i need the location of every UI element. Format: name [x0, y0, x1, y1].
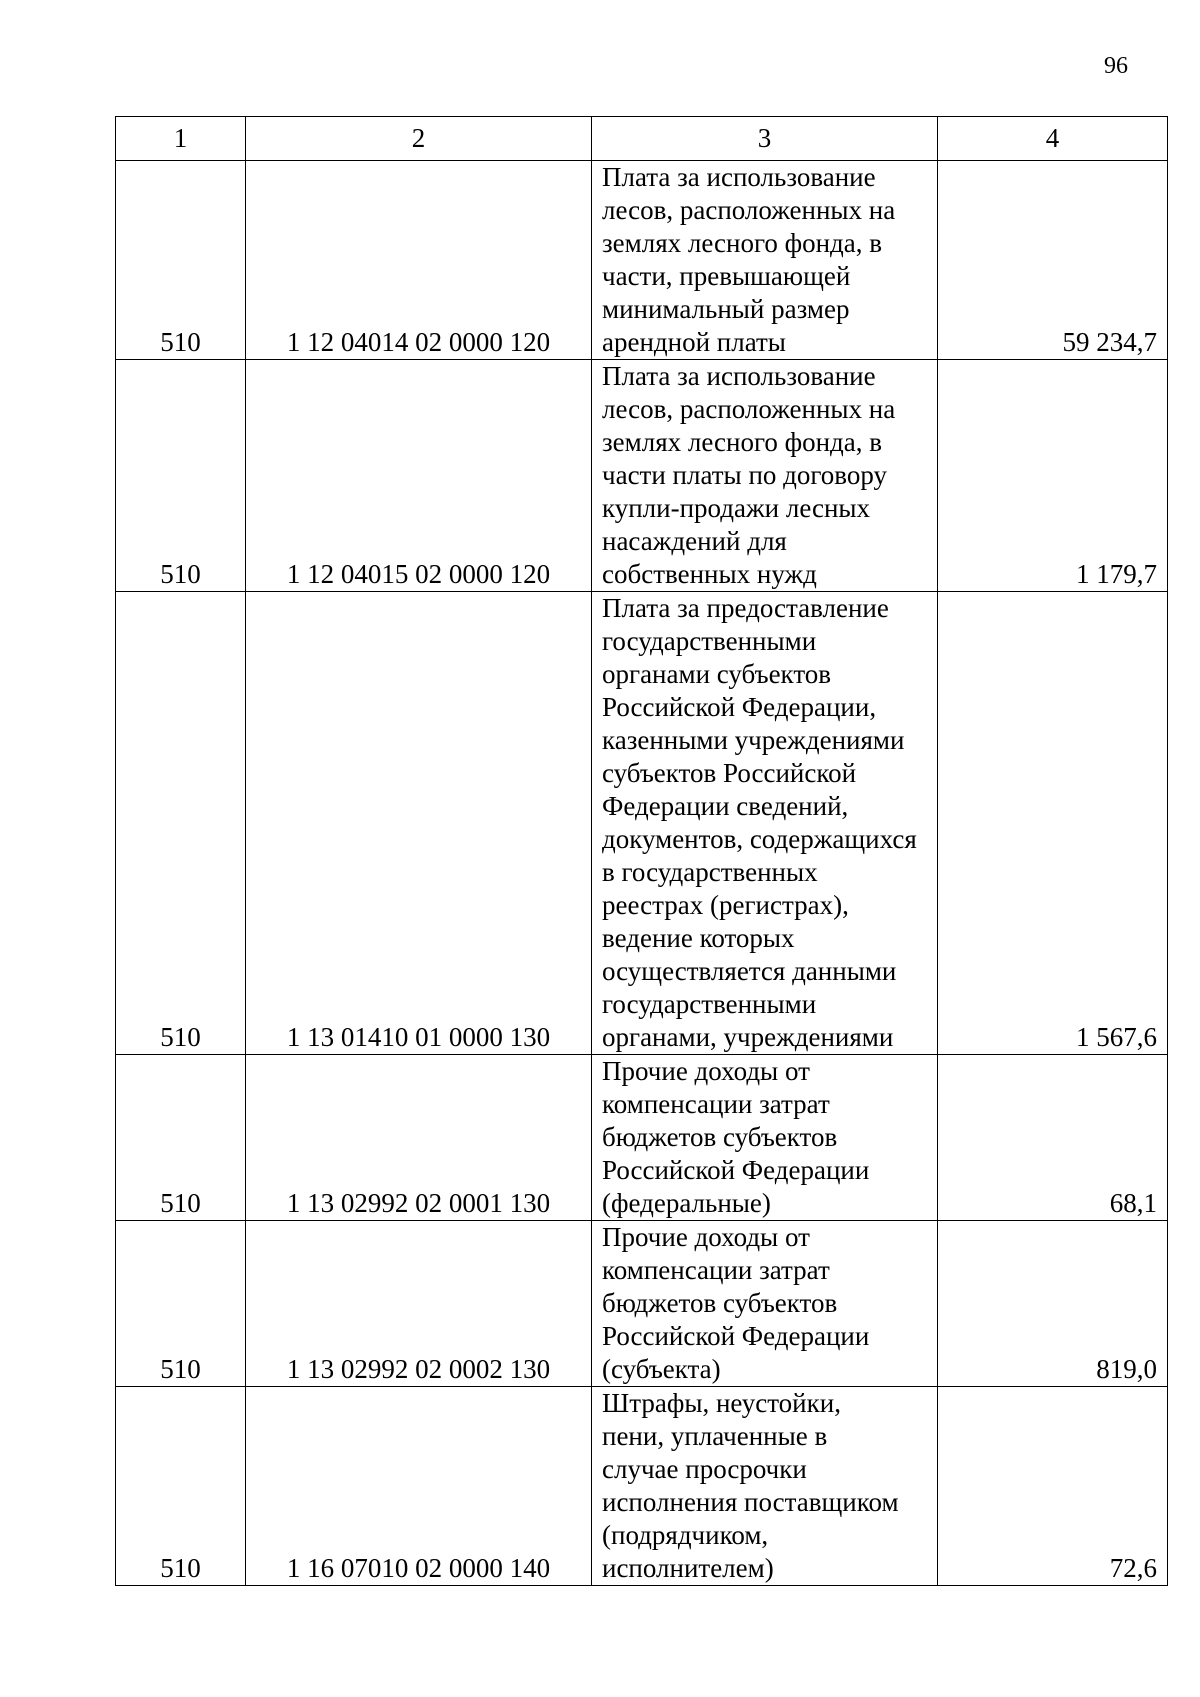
description-line: пени, уплаченные в	[602, 1421, 828, 1451]
description-line: (подрядчиком,	[602, 1520, 769, 1550]
description-line: (федеральные)	[602, 1188, 771, 1218]
description-line: (субъекта)	[602, 1354, 721, 1384]
revenue-description-cell	[592, 592, 938, 1055]
amount-cell: 68,1	[938, 1055, 1168, 1221]
table-row	[116, 360, 1168, 592]
revenue-table	[115, 116, 1168, 1586]
description-line: Федерации сведений,	[602, 791, 849, 821]
description-line: бюджетов субъектов	[602, 1288, 838, 1318]
column-header-2: 2	[246, 117, 592, 161]
budget-classification-code-cell: 1 12 04015 02 0000 120	[246, 360, 592, 592]
description-line: компенсации затрат	[602, 1089, 830, 1119]
admin-code-cell: 510	[116, 1221, 246, 1387]
description-line: Прочие доходы от	[602, 1222, 810, 1252]
budget-classification-code-cell: 1 12 04014 02 0000 120	[246, 161, 592, 360]
description-line: лесов, расположенных на	[602, 195, 896, 225]
amount-cell: 1 567,6	[938, 592, 1168, 1055]
budget-classification-code-cell: 1 13 02992 02 0001 130	[246, 1055, 592, 1221]
description-line: Российской Федерации,	[602, 692, 877, 722]
admin-code-cell: 510	[116, 360, 246, 592]
description-line: насаждений для	[602, 526, 787, 556]
budget-classification-code-cell: 1 13 01410 01 0000 130	[246, 592, 592, 1055]
table-row	[116, 592, 1168, 1055]
description-line: Штрафы, неустойки,	[602, 1388, 841, 1418]
revenue-description-cell	[592, 1055, 938, 1221]
description-line: казенными учреждениями	[602, 725, 905, 755]
description-line: ведение которых	[602, 923, 795, 953]
description-line: в государственных	[602, 857, 818, 887]
amount-cell: 819,0	[938, 1221, 1168, 1387]
description-line: Плата за использование	[602, 361, 876, 391]
description-line: Прочие доходы от	[602, 1056, 810, 1086]
description-line: минимальный размер	[602, 294, 850, 324]
revenue-description-cell	[592, 1221, 938, 1387]
admin-code-cell: 510	[116, 592, 246, 1055]
amount-cell: 1 179,7	[938, 360, 1168, 592]
description-line: части, превышающей	[602, 261, 851, 291]
description-line: собственных нужд	[602, 559, 817, 589]
table-row	[116, 1055, 1168, 1221]
description-line: органами, учреждениями	[602, 1022, 894, 1052]
description-line: государственными	[602, 626, 817, 656]
description-line: части платы по договору	[602, 460, 887, 490]
amount-cell: 59 234,7	[938, 161, 1168, 360]
description-line: исполнителем)	[602, 1553, 774, 1583]
table-row	[116, 1387, 1168, 1586]
description-line: Плата за использование	[602, 162, 876, 192]
table-row	[116, 161, 1168, 360]
page-number: 96	[1104, 53, 1128, 79]
admin-code-cell: 510	[116, 161, 246, 360]
description-line: субъектов Российской	[602, 758, 857, 788]
description-line: Российской Федерации	[602, 1321, 870, 1351]
description-line: арендной платы	[602, 327, 786, 357]
table-header-row	[116, 117, 1168, 161]
admin-code-cell: 510	[116, 1387, 246, 1586]
description-line: органами субъектов	[602, 659, 832, 689]
table-body	[116, 161, 1168, 1586]
description-line: случае просрочки	[602, 1454, 807, 1484]
revenue-description-cell	[592, 1387, 938, 1586]
description-line: исполнения поставщиком	[602, 1487, 899, 1517]
description-line: компенсации затрат	[602, 1255, 830, 1285]
description-line: лесов, расположенных на	[602, 394, 896, 424]
column-header-3: 3	[592, 117, 938, 161]
admin-code-cell: 510	[116, 1055, 246, 1221]
description-line: купли-продажи лесных	[602, 493, 871, 523]
table-row	[116, 1221, 1168, 1387]
description-line: осуществляется данными	[602, 956, 897, 986]
description-line: бюджетов субъектов	[602, 1122, 838, 1152]
description-line: землях лесного фонда, в	[602, 228, 883, 258]
revenue-description-cell	[592, 161, 938, 360]
description-line: документов, содержащихся	[602, 824, 917, 854]
description-line: реестрах (регистрах),	[602, 890, 849, 920]
description-line: Российской Федерации	[602, 1155, 870, 1185]
description-line: государственными	[602, 989, 817, 1019]
budget-classification-code-cell: 1 16 07010 02 0000 140	[246, 1387, 592, 1586]
description-line: землях лесного фонда, в	[602, 427, 883, 457]
description-line: Плата за предоставление	[602, 593, 889, 623]
revenue-description-cell	[592, 360, 938, 592]
column-header-1: 1	[116, 117, 246, 161]
amount-cell: 72,6	[938, 1387, 1168, 1586]
budget-classification-code-cell: 1 13 02992 02 0002 130	[246, 1221, 592, 1387]
column-header-4: 4	[938, 117, 1168, 161]
